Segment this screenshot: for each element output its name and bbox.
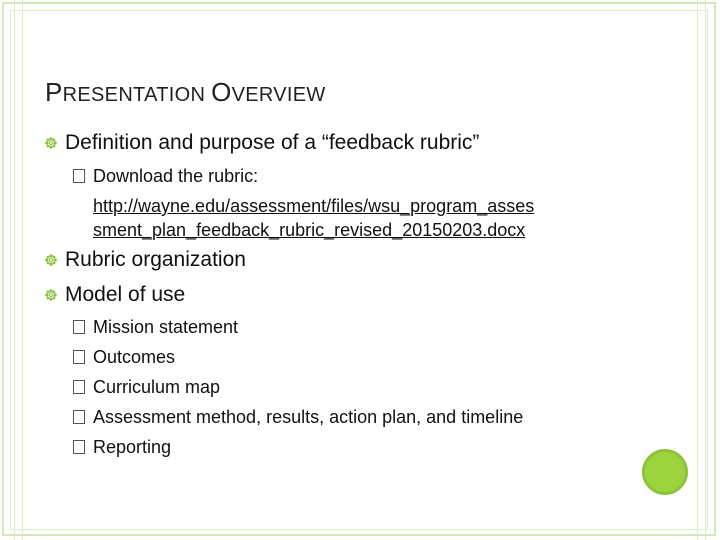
rubric-link-line1[interactable]: http://wayne.edu/assessment/files/wsu_program_asses (93, 196, 535, 216)
checkbox-icon (73, 440, 85, 454)
page-title: PRESENTATION OVERVIEW (45, 77, 326, 107)
gear-flower-icon (45, 289, 57, 301)
left-rule (14, 0, 15, 540)
checkbox-icon (73, 350, 85, 364)
gear-flower-icon (45, 254, 57, 266)
checkbox-icon (73, 169, 85, 183)
rubric-link-line2[interactable]: sment_plan_feedback_rubric_revised_20150203.docx (93, 220, 526, 240)
checkbox-icon (73, 380, 85, 394)
right-rule-2 (705, 0, 706, 540)
left-rule-2 (22, 0, 23, 540)
checkbox-icon (73, 320, 85, 334)
decorative-green-circle (642, 449, 688, 495)
right-rule (697, 0, 698, 540)
checkbox-icon (73, 410, 85, 424)
gear-flower-icon (45, 137, 57, 149)
rubric-link[interactable] (93, 194, 534, 242)
